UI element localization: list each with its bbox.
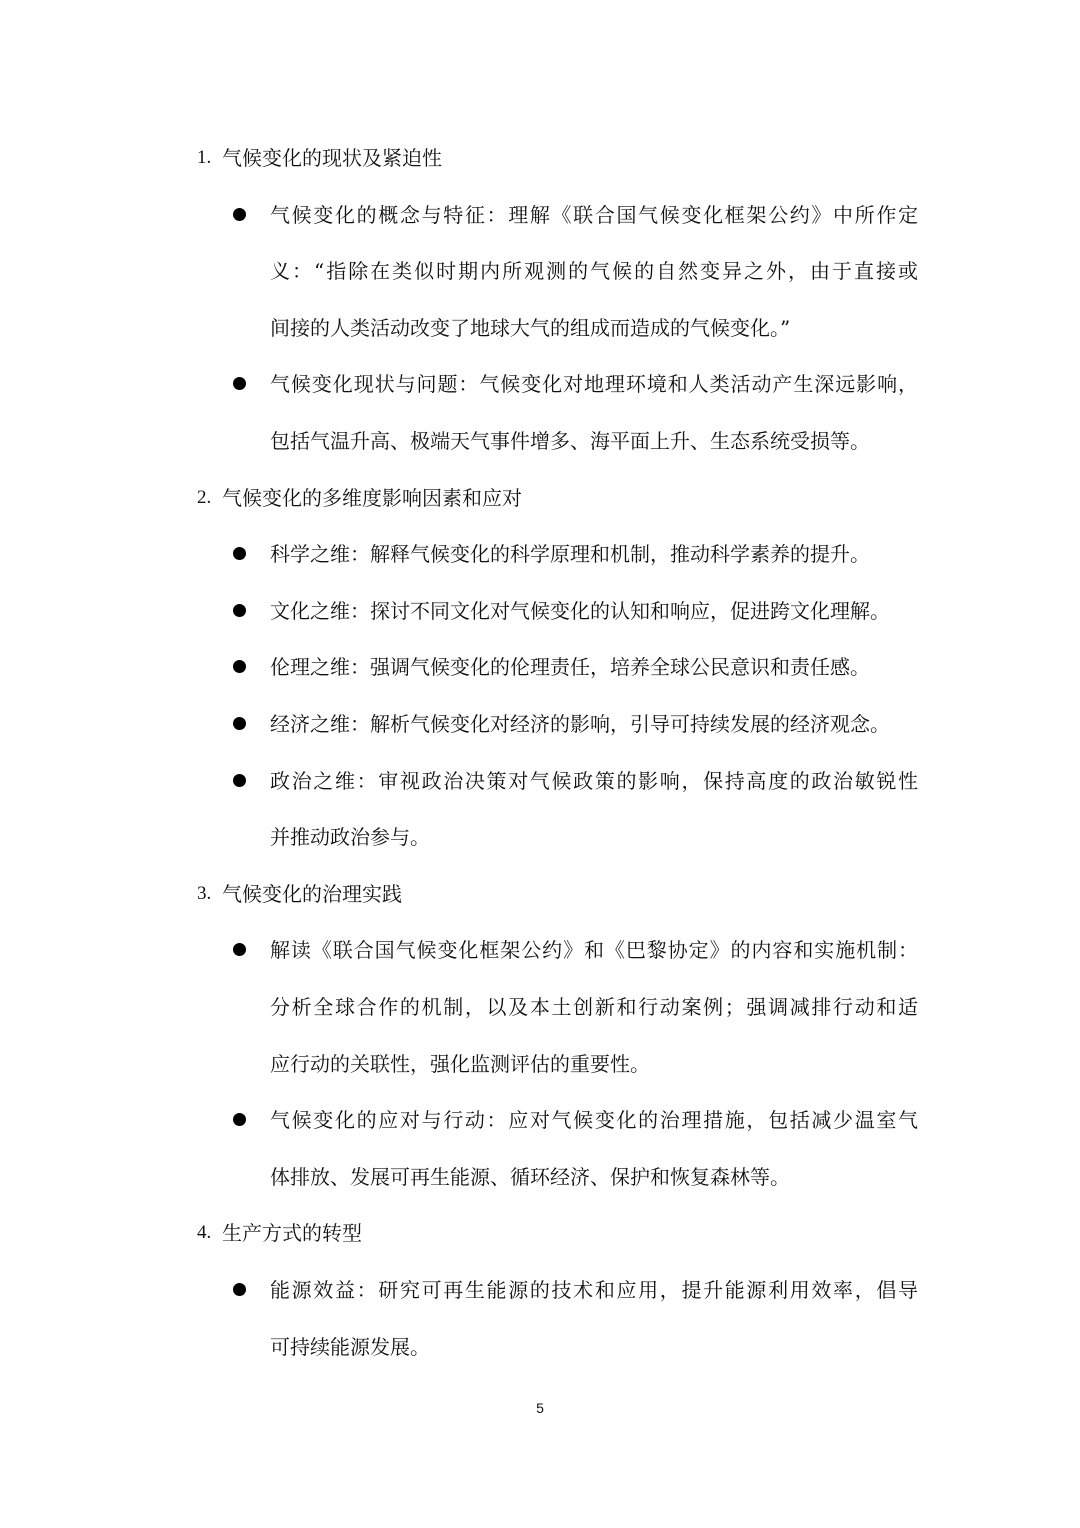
bullet-text-line: 伦理之维：强调气候变化的伦理责任，培养全球公民意识和责任感。 bbox=[270, 655, 870, 680]
bullet-icon bbox=[233, 547, 246, 560]
bullet-text-line: 气候变化的应对与行动：应对气候变化的治理措施，包括减少温室气 bbox=[270, 1108, 918, 1133]
bullet-icon bbox=[233, 1113, 246, 1126]
bullet-text-line: 可持续能源发展。 bbox=[270, 1334, 430, 1359]
bullet-icon bbox=[233, 717, 246, 730]
bullet-text-line: 体排放、发展可再生能源、循环经济、保护和恢复森林等。 bbox=[270, 1164, 790, 1189]
section-title: 气候变化的现状及紧迫性 bbox=[222, 146, 442, 170]
bullet-text-line: 义：“指除在类似时期内所观测的气候的自然变异之外，由于直接或 bbox=[270, 259, 918, 284]
bullet-text-line: 分析全球合作的机制，以及本土创新和行动案例；强调减排行动和适 bbox=[270, 995, 918, 1019]
section-title: 气候变化的治理实践 bbox=[222, 881, 402, 906]
bullet-icon bbox=[233, 774, 246, 787]
bullet-text-line: 应行动的关联性，强化监测评估的重要性。 bbox=[270, 1051, 650, 1076]
bullet-icon bbox=[233, 604, 246, 617]
section-number: 1. bbox=[197, 147, 212, 168]
bullet-icon bbox=[233, 377, 246, 390]
bullet-text-line: 气候变化的概念与特征：理解《联合国气候变化框架公约》中所作定 bbox=[270, 202, 918, 227]
bullet-text-line: 气候变化现状与问题：气候变化对地理环境和人类活动产生深远影响， bbox=[270, 372, 918, 397]
bullet-icon bbox=[233, 1283, 246, 1296]
section-number: 4. bbox=[197, 1222, 212, 1244]
bullet-text-line: 并推动政治参与。 bbox=[270, 825, 430, 850]
section-number: 3. bbox=[197, 882, 212, 904]
bullet-icon bbox=[233, 208, 246, 221]
section-title: 气候变化的多维度影响因素和应对 bbox=[222, 485, 522, 510]
bullet-text-line: 科学之维：解释气候变化的科学原理和机制，推动科学素养的提升。 bbox=[270, 542, 870, 567]
bullet-text-line: 经济之维：解析气候变化对经济的影响，引导可持续发展的经济观念。 bbox=[270, 712, 890, 736]
bullet-icon bbox=[233, 660, 246, 673]
bullet-text-line: 间接的人类活动改变了地球大气的组成而造成的气候变化。” bbox=[270, 315, 791, 340]
bullet-icon bbox=[233, 943, 246, 956]
section-title: 生产方式的转型 bbox=[222, 1221, 362, 1246]
bullet-text-line: 包括气温升高、极端天气事件增多、海平面上升、生态系统受损等。 bbox=[270, 429, 870, 453]
bullet-text-line: 文化之维：探讨不同文化对气候变化的认知和响应，促进跨文化理解。 bbox=[270, 598, 890, 623]
bullet-text-line: 解读《联合国气候变化框架公约》和《巴黎协定》的内容和实施机制： bbox=[270, 938, 918, 963]
page-number: 5 bbox=[536, 1400, 544, 1416]
section-number: 2. bbox=[197, 486, 212, 508]
bullet-text-line: 能源效益：研究可再生能源的技术和应用，提升能源利用效率，倡导 bbox=[270, 1278, 918, 1302]
bullet-text-line: 政治之维：审视政治决策对气候政策的影响，保持高度的政治敏锐性 bbox=[270, 768, 918, 793]
